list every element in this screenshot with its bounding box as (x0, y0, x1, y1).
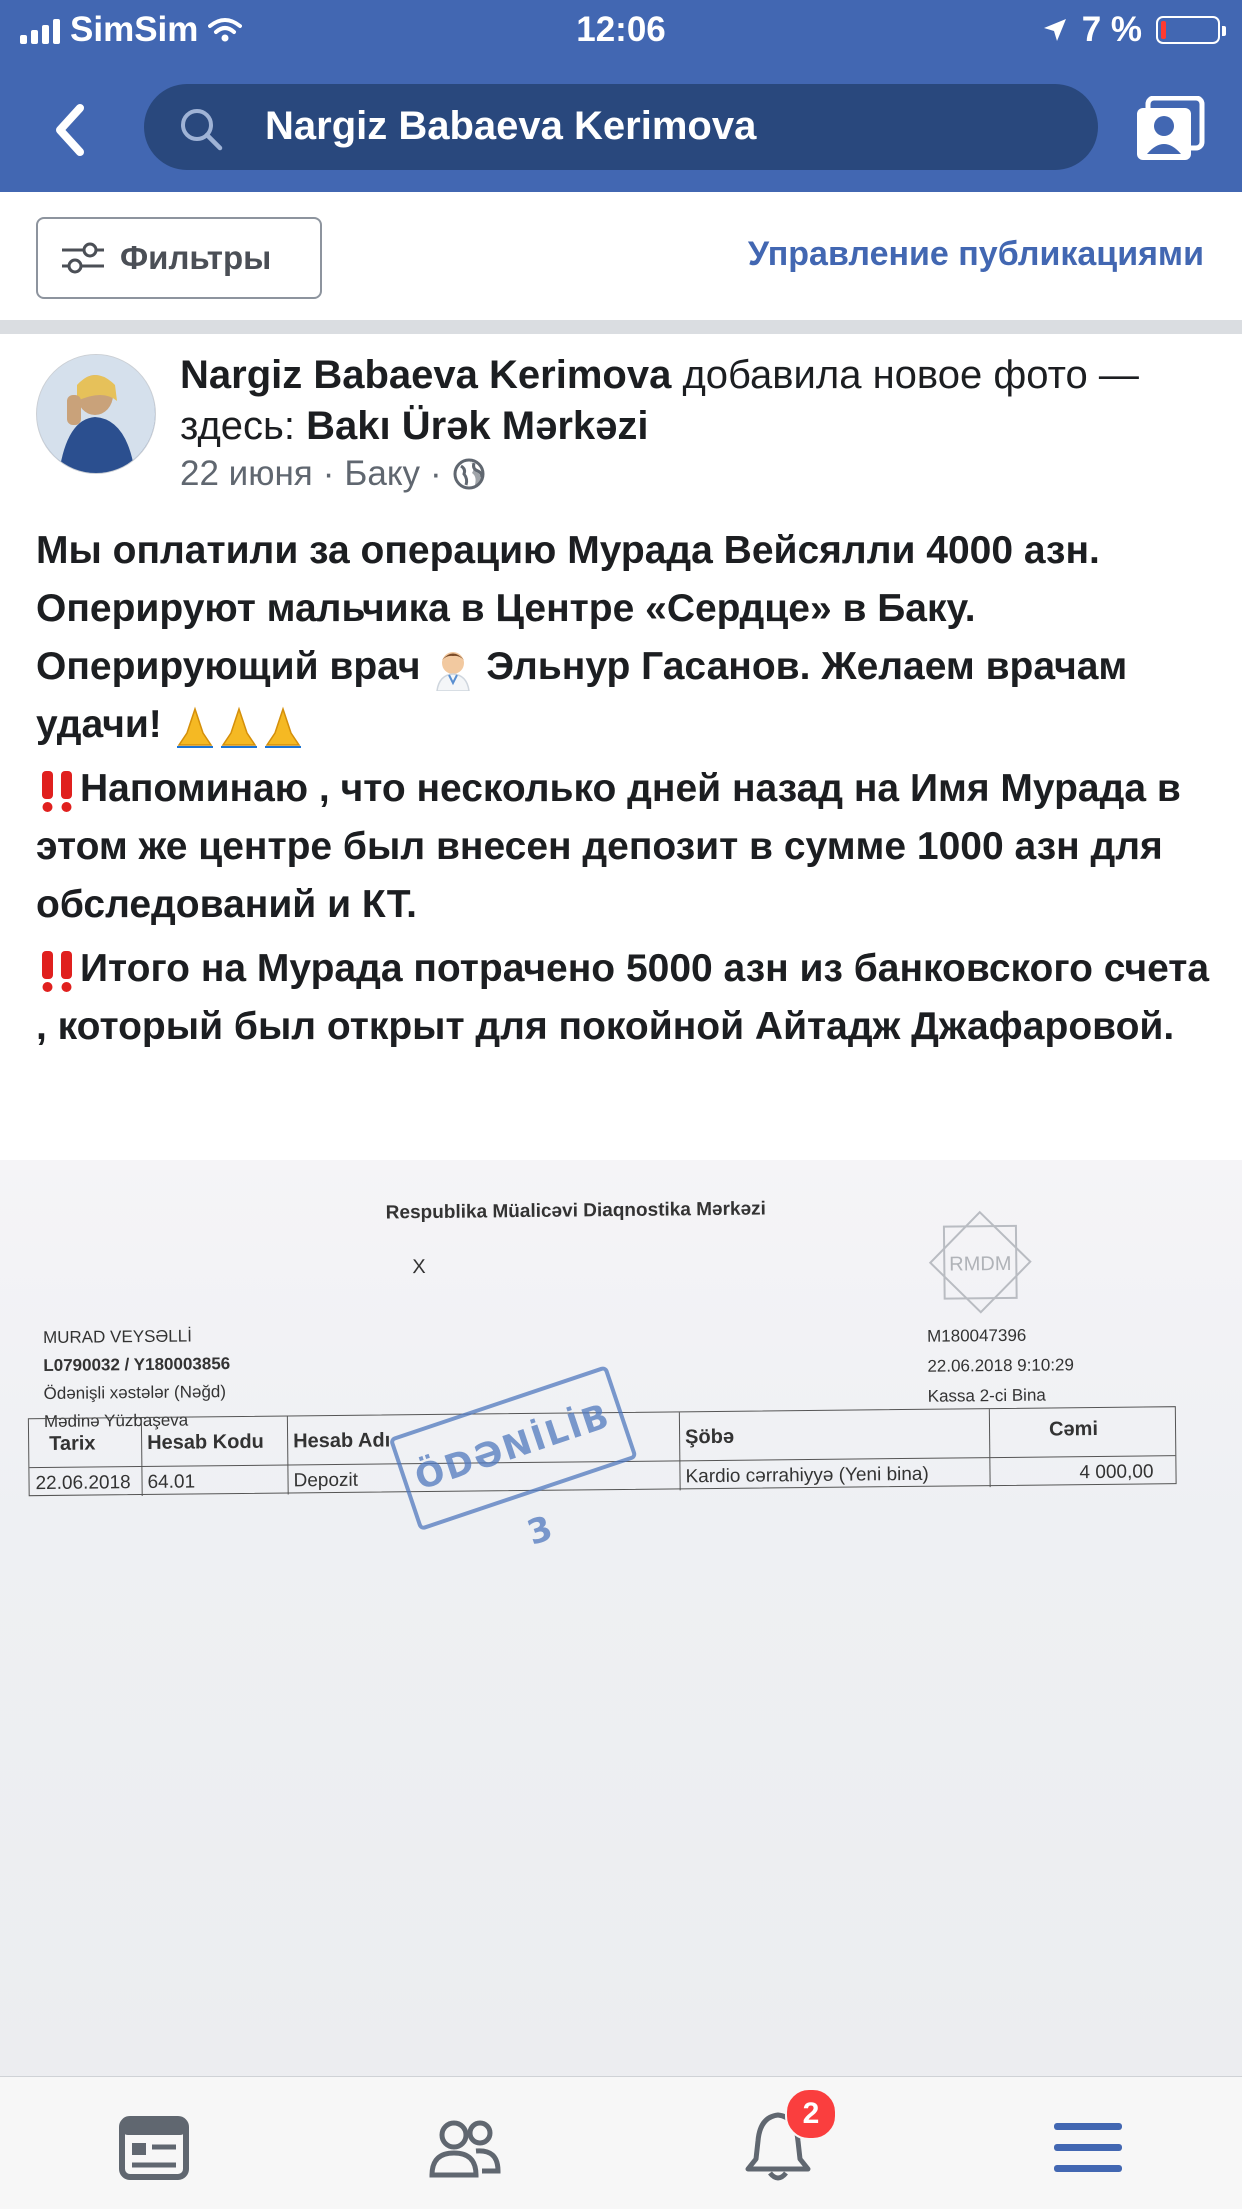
post-paragraph-1 (36, 522, 1216, 754)
receipt-number: M180047396 (926, 1325, 1027, 1346)
avatar-photo (37, 355, 155, 473)
post-city[interactable]: Баку (344, 454, 421, 493)
column-header: Şöbə (684, 1425, 735, 1449)
back-arrow-icon[interactable] (50, 100, 90, 160)
separator-dot: · (322, 454, 335, 493)
filter-row (0, 192, 1242, 334)
double-exclamation-icon (36, 769, 80, 813)
author-name[interactable]: Nargiz Babaeva Kerimova (180, 353, 672, 397)
receipt-document (0, 1160, 1242, 2076)
friends-icon[interactable] (424, 2107, 504, 2187)
table-cell: 64.01 (147, 1471, 196, 1493)
globe-privacy-icon[interactable] (452, 457, 486, 491)
paid-stamp: ÖDƏNİLİB 3 (389, 1365, 638, 1531)
post-paragraph-2 (36, 760, 1216, 934)
notifications-badge: 2 (785, 2088, 837, 2140)
search-input[interactable] (144, 84, 1098, 170)
battery-percentage: 7 % (1081, 10, 1142, 49)
filters-label: Фильтры (120, 239, 272, 276)
top-navigation-bar (0, 0, 1242, 192)
checkin-place[interactable]: Bakı Ürək Mərkəzi (306, 404, 649, 448)
post-action: добавила новое фото — здесь: (180, 353, 1139, 448)
table-cell: Kardio cərrahiyyə (Yeni bina) (685, 1463, 929, 1488)
patient-name: MURAD VEYSƏLLİ (42, 1326, 192, 1348)
doctor-emoji-icon (431, 647, 475, 691)
post-meta (180, 454, 486, 494)
table-cell: 4 000,00 (1079, 1461, 1154, 1484)
post-date[interactable]: 22 июня (180, 454, 313, 493)
search-icon (178, 106, 224, 152)
kassa-label: Kassa 2-ci Bina (927, 1385, 1046, 1406)
paragraph-2-text: Напоминаю , что несколько дней назад на Имя Мурада в этом же центре был внесен депозит в сумме 1000 азн для обследований и КТ. (36, 767, 1181, 926)
post-body (36, 522, 1216, 1062)
cashier-name: Mədinə Yüzbaşeva (43, 1410, 189, 1432)
x-mark: X (412, 1256, 426, 1279)
avatar[interactable] (36, 354, 156, 474)
menu-hamburger-icon[interactable] (1048, 2107, 1128, 2187)
post-header (180, 350, 1210, 452)
search-query-text: Nargiz Babaeva Kerimova (265, 104, 757, 148)
payment-type: Ödənişli xəstələr (Nəğd) (43, 1382, 227, 1404)
status-right (1042, 10, 1220, 50)
paragraph-1-text: Мы оплатили за операцию Мурада Вейсялли 4000 азн. Оперируют мальчика в Центре «Сердце» в Баку. Оперирующий врач (36, 529, 1100, 688)
filters-button[interactable] (36, 217, 322, 299)
table-cell: 22.06.2018 (35, 1472, 131, 1495)
location-arrow-icon (1042, 17, 1068, 43)
column-header: Cəmi (1048, 1417, 1099, 1441)
manage-posts-link[interactable]: Управление публикациями (747, 235, 1204, 273)
battery-icon (1156, 16, 1220, 44)
carrier-name: SimSim (70, 10, 199, 49)
bottom-tab-bar (0, 2076, 1242, 2209)
filter-sliders-icon (60, 241, 106, 275)
profile-card-icon[interactable] (1134, 96, 1206, 162)
paragraph-1b-text: Эльнур Гасанов. Желаем врачам удачи! (36, 645, 1128, 746)
column-header: Hesab Kodu (147, 1430, 264, 1454)
post-paragraph-3 (36, 940, 1216, 1056)
rmdm-logo (926, 1208, 1035, 1317)
logo-text: RMDM (949, 1252, 1012, 1276)
table-cell: Depozit (293, 1469, 359, 1492)
separator-dot: · (430, 454, 442, 493)
praying-hands-emoji-icon (173, 705, 305, 749)
column-header: Hesab Adı (293, 1429, 391, 1453)
status-bar (0, 0, 1242, 64)
clock: 12:06 (576, 10, 666, 49)
double-exclamation-icon (36, 949, 80, 993)
news-feed-icon[interactable] (114, 2107, 194, 2187)
paragraph-3-text: Итого на Мурада потрачено 5000 азн из банковского счета , который был открыт для покойной Айтадж Джафаровой. (36, 947, 1210, 1048)
column-header: Tarix (49, 1432, 96, 1455)
center-name: Respublika Müalicəvi Diaqnostika Mərkəzi (385, 1198, 766, 1224)
receipt-datetime: 22.06.2018 9:10:29 (927, 1355, 1075, 1376)
patient-id: L0790032 / Y180003856 (43, 1354, 231, 1376)
post-photo[interactable] (0, 1160, 1242, 2076)
